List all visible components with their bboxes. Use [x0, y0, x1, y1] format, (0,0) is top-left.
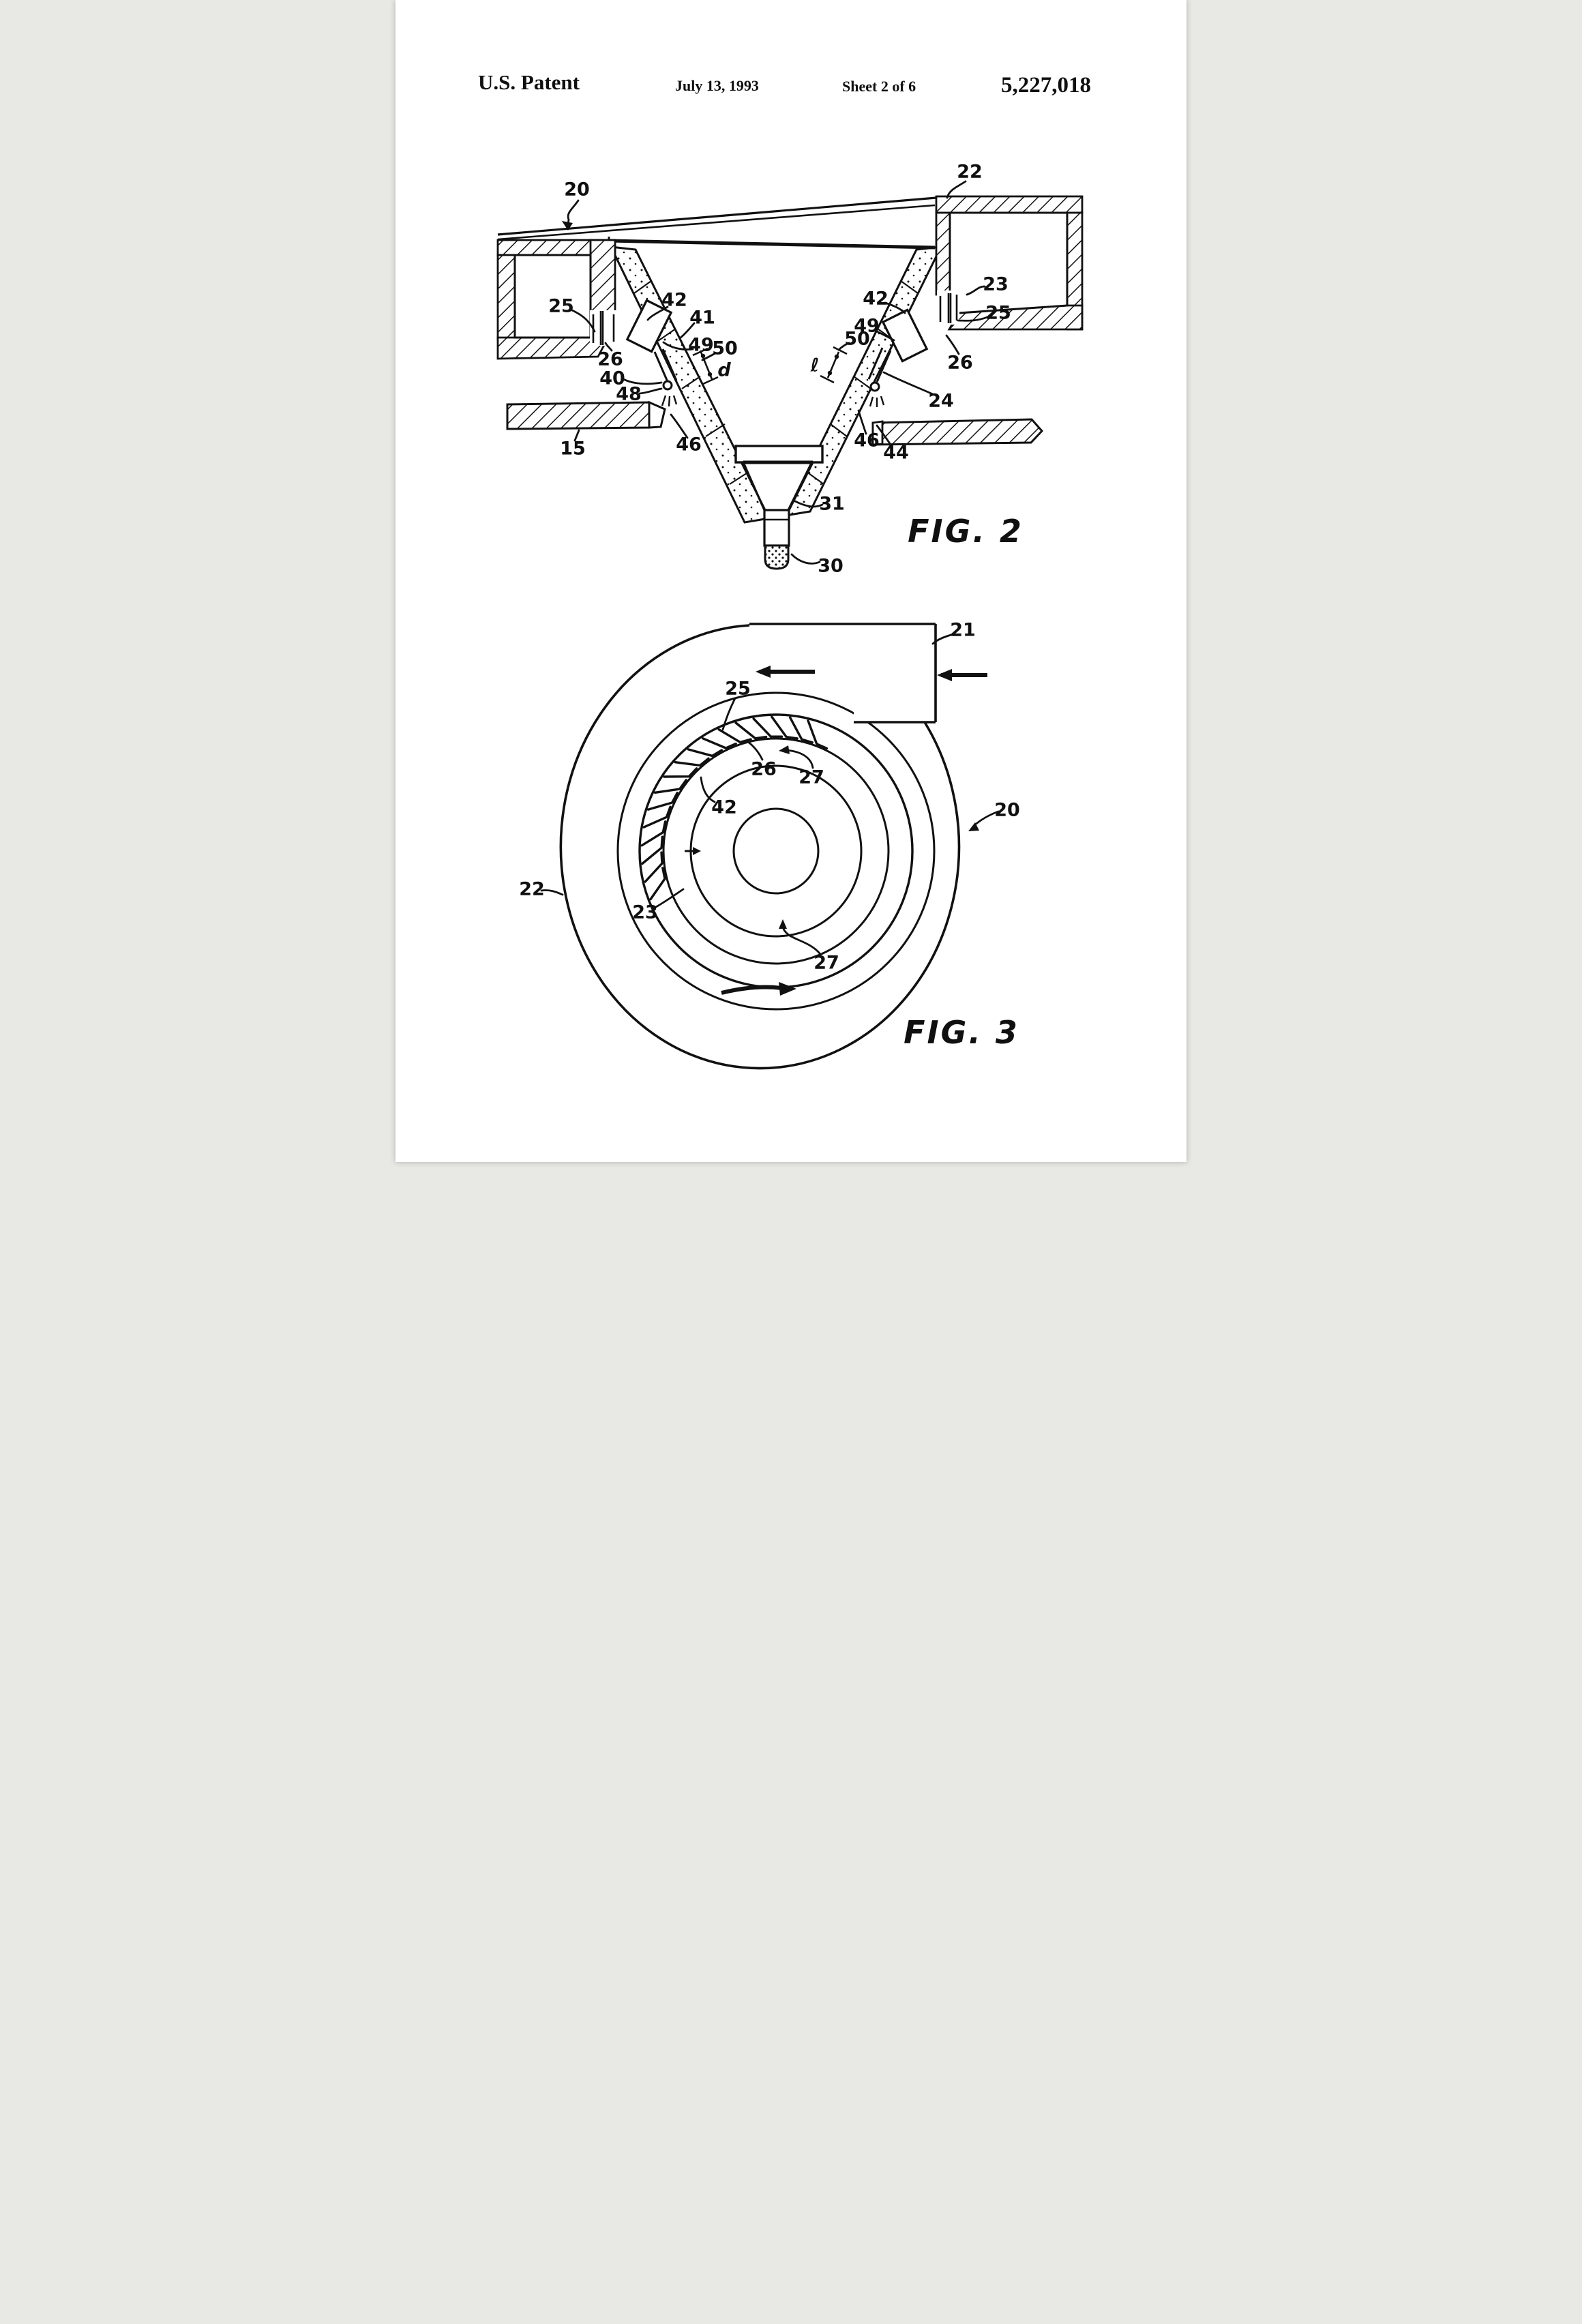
fig2-label-46-left: 46 — [676, 434, 702, 456]
fig3-label-23: 23 — [632, 902, 658, 923]
patent-title: U.S. Patent — [478, 70, 580, 94]
fig3-label-20: 20 — [994, 799, 1020, 821]
fig2-leader-26-right — [946, 336, 959, 354]
fig2-label-49-left: 49 — [688, 334, 714, 356]
fig2-label-26-left: 26 — [597, 348, 623, 370]
fig3-blade — [772, 717, 797, 739]
fig2-label-23: 23 — [983, 273, 1009, 295]
fig3-label-27-lower: 27 — [814, 952, 839, 974]
fig2-label-24: 24 — [928, 390, 954, 412]
fig2-leader-20 — [568, 200, 578, 225]
fig2-left-outlet-slot — [590, 310, 617, 346]
fig2-label-46-right: 46 — [854, 430, 880, 451]
fig2-nozzle-tip — [765, 546, 788, 569]
fig2-label-42-left: 42 — [661, 289, 687, 311]
fig2-label-15: 15 — [560, 438, 586, 460]
fig2-label-31: 31 — [819, 493, 845, 515]
fig3-leader-26 — [748, 742, 762, 760]
fig3-leader-25 — [723, 698, 735, 730]
fig2-funnel-walls — [611, 247, 941, 522]
fig3-blade — [703, 739, 736, 748]
fig3-blade — [642, 837, 662, 863]
fig3-leader-23 — [656, 889, 683, 907]
fig2-leaders — [562, 181, 987, 563]
fig3-label-22: 22 — [519, 878, 545, 900]
fig3-drawing — [519, 620, 1020, 1069]
fig3-cone-ring — [691, 766, 861, 936]
fig3-blade — [645, 852, 662, 882]
fig2-label-41: 41 — [689, 307, 715, 329]
patent-number: 5,227,018 — [1001, 73, 1091, 98]
fig2-leader-24 — [884, 372, 933, 394]
fig2-label-22: 22 — [957, 161, 983, 183]
fig3-label-25: 25 — [725, 678, 751, 700]
fig3-housing-opening-ring — [618, 693, 934, 1009]
fig3-caption: FIG. 3 — [904, 1014, 1019, 1051]
fig3-hub-circle — [734, 809, 818, 893]
fig2-label-25-left: 25 — [548, 295, 574, 317]
fig2-label-dim-d: d — [717, 359, 731, 381]
fig2-left-pivot — [663, 381, 672, 389]
fig2-drawing — [498, 162, 1082, 577]
fig2-label-40: 40 — [599, 368, 625, 389]
fig3-label-26: 26 — [751, 758, 777, 780]
fig2-label-49-right: 49 — [854, 315, 880, 337]
fig2-right-pivot — [871, 383, 879, 391]
fig2-label-50-right: 50 — [844, 328, 870, 350]
fig3-blade — [753, 719, 781, 736]
fig3-impeller-rings — [618, 693, 934, 1009]
fig2-label-26-right: 26 — [947, 352, 973, 374]
patent-date: July 13, 1993 — [675, 77, 759, 94]
fig2-label-44: 44 — [883, 442, 909, 464]
fig2-label-dim-ell: ℓ — [810, 355, 820, 376]
fig2-left-plate-15 — [507, 402, 665, 429]
fig2-nozzle-shelf — [736, 446, 822, 462]
sheet-number: Sheet 2 of 6 — [842, 78, 916, 95]
fig3-blade-tip-ring — [640, 715, 912, 987]
fig3-rotation-arrow — [721, 987, 781, 993]
fig2-right-plate-24 — [873, 419, 1042, 445]
fig2-nozzle-stem — [764, 510, 789, 546]
fig2-label-48: 48 — [616, 383, 642, 405]
fig3-leader-27-lower — [783, 925, 820, 953]
fig2-label-50-left: 50 — [712, 338, 738, 359]
fig2-label-25-right: 25 — [985, 302, 1011, 324]
fig2-label-30: 30 — [818, 555, 844, 577]
fig2-right-outlet-slot — [937, 290, 959, 325]
fig2-dimension-ell — [820, 347, 847, 383]
fig2-right-block-window — [950, 213, 1067, 313]
fig2-caption: FIG. 2 — [908, 513, 1024, 550]
fig3-label-27-upper: 27 — [799, 766, 824, 788]
fig3-label-42: 42 — [711, 796, 737, 818]
patent-sheet — [395, 0, 1186, 1162]
fig2-leader-48 — [640, 389, 661, 393]
patent-sheet-drawing — [395, 0, 1186, 1162]
fig2-label-42-right: 42 — [863, 288, 889, 310]
fig3-blade — [736, 723, 766, 739]
fig2-leader-22 — [947, 181, 966, 198]
fig2-label-20: 20 — [564, 179, 590, 200]
fig3-label-21: 21 — [950, 619, 976, 641]
page-header — [478, 70, 1091, 98]
fig2-leader-30 — [792, 554, 820, 563]
